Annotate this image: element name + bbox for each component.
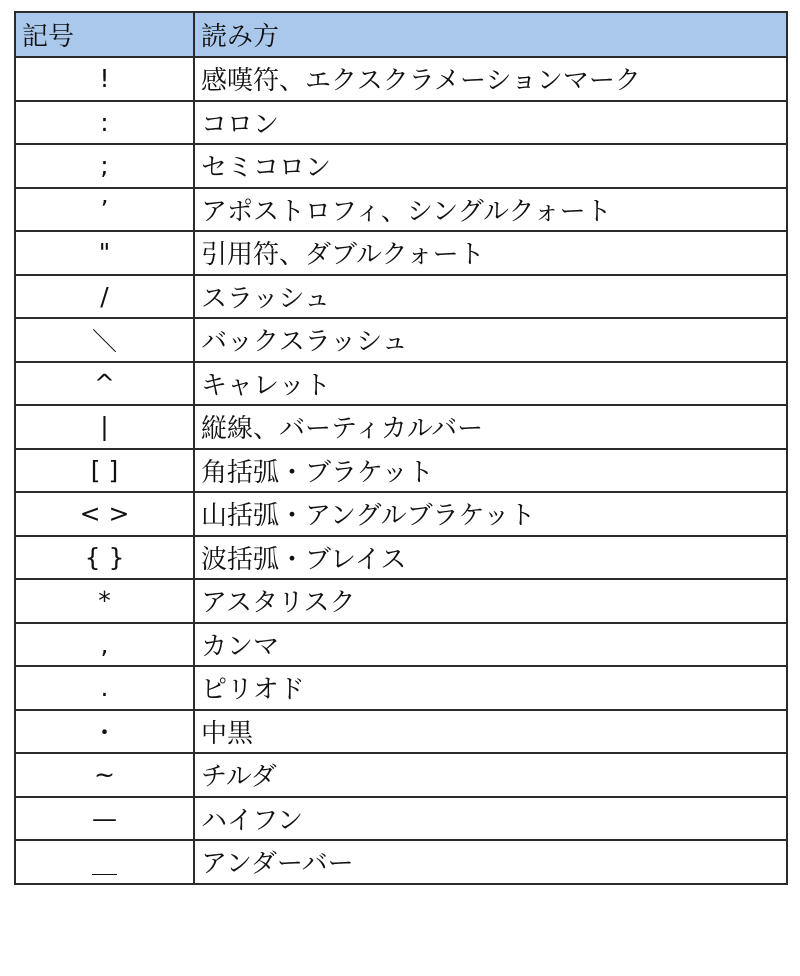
- reading-cell: バックスラッシュ: [194, 318, 787, 362]
- symbol-cell: :: [15, 101, 194, 145]
- symbols-sheet: [14, 11, 786, 885]
- table-row: [15, 753, 787, 797]
- table-row: [15, 666, 787, 710]
- symbol-cell: ・: [15, 710, 194, 754]
- reading-cell: キャレット: [194, 362, 787, 406]
- reading-cell: カンマ: [194, 623, 787, 667]
- reading-cell: コロン: [194, 101, 787, 145]
- reading-cell: 縦線、バーティカルバー: [194, 405, 787, 449]
- reading-cell: ピリオド: [194, 666, 787, 710]
- symbol-cell: ^: [15, 362, 194, 406]
- symbol-cell: !: [15, 57, 194, 101]
- symbol-cell: ": [15, 231, 194, 275]
- reading-cell: 中黒: [194, 710, 787, 754]
- table-row: [15, 188, 787, 232]
- table-row: [15, 231, 787, 275]
- reading-cell: 波括弧・ブレイス: [194, 536, 787, 580]
- table-row: [15, 840, 787, 884]
- table-body: [15, 57, 787, 884]
- reading-cell: ハイフン: [194, 797, 787, 841]
- reading-cell: アスタリスク: [194, 579, 787, 623]
- table-row: [15, 710, 787, 754]
- table-row: [15, 579, 787, 623]
- symbol-cell: ’: [15, 188, 194, 232]
- symbol-cell: *: [15, 579, 194, 623]
- table-row: [15, 405, 787, 449]
- table-row: [15, 318, 787, 362]
- reading-cell: アンダーバー: [194, 840, 787, 884]
- reading-cell: 引用符、ダブルクォート: [194, 231, 787, 275]
- column-header-reading: 読み方: [194, 12, 787, 57]
- table-row: [15, 101, 787, 145]
- table-row: [15, 492, 787, 536]
- symbol-cell: < >: [15, 492, 194, 536]
- reading-cell: 山括弧・アングルブラケット: [194, 492, 787, 536]
- symbol-cell: { }: [15, 536, 194, 580]
- symbol-cell: ~: [15, 753, 194, 797]
- table-row: [15, 57, 787, 101]
- symbol-cell: ,: [15, 623, 194, 667]
- table-row: [15, 449, 787, 493]
- symbol-cell: [ ]: [15, 449, 194, 493]
- table-row: [15, 797, 787, 841]
- table-header-row: [15, 12, 787, 57]
- table-row: [15, 623, 787, 667]
- reading-cell: アポストロフィ、シングルクォート: [194, 188, 787, 232]
- symbol-cell: |: [15, 405, 194, 449]
- symbol-cell: —: [15, 797, 194, 841]
- symbol-cell: .: [15, 666, 194, 710]
- reading-cell: セミコロン: [194, 144, 787, 188]
- reading-cell: 感嘆符、エクスクラメーションマーク: [194, 57, 787, 101]
- symbol-cell: /: [15, 275, 194, 319]
- symbol-cell: ;: [15, 144, 194, 188]
- reading-cell: 角括弧・ブラケット: [194, 449, 787, 493]
- table-row: [15, 275, 787, 319]
- symbol-cell: ＿: [15, 840, 194, 884]
- symbol-cell: ＼: [15, 318, 194, 362]
- table-row: [15, 144, 787, 188]
- reading-cell: スラッシュ: [194, 275, 787, 319]
- column-header-symbol: 記号: [15, 12, 194, 57]
- table-row: [15, 362, 787, 406]
- reading-cell: チルダ: [194, 753, 787, 797]
- table-row: [15, 536, 787, 580]
- symbols-table: [14, 11, 788, 885]
